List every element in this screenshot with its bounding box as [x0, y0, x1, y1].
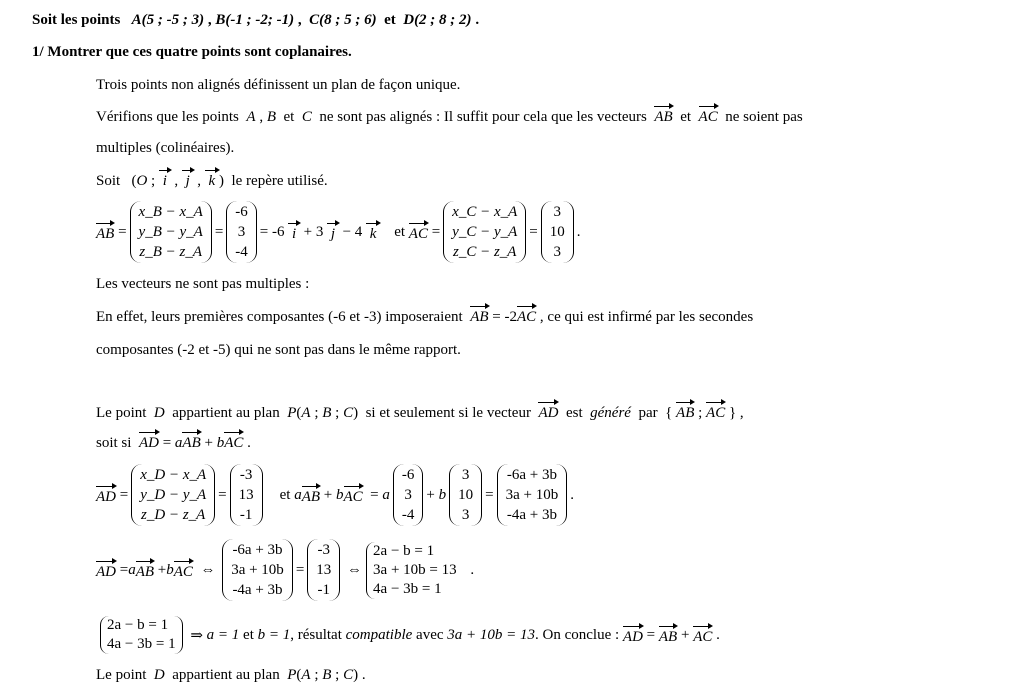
paragraph-7: composantes (-2 et -5) qui ne sont pas dans le même rapport.	[96, 342, 461, 358]
paragraph-4: Soit (O ; i , j , k ) le repère utilisé.	[96, 170, 328, 191]
equation-ab-ac: AB = x_B − x_A y_B − y_A z_B − z_A = -6 3 -4 = -6 i + 3 j − 4 k et AC = x_C − x_A y_C − y_A z_C − z_A = 3 10 3 .	[96, 201, 581, 263]
vector-k: k	[205, 170, 219, 189]
point-c: C(8 ; 5 ; 6)	[309, 12, 377, 28]
vector-ac: AC	[699, 106, 718, 125]
paragraph-3: multiples (colinéaires).	[96, 140, 235, 156]
statement: Soit les points A(5 ; -5 ; 3) , B(-1 ; -2; -1) , C(8 ; 5 ; 6) et D(2 ; 8 ; 2) .	[32, 12, 480, 28]
paragraph-2: Vérifions que les points A , B et C ne sont pas alignés : Il suffit pour cela que les vecteurs AB et AC ne soient pas	[96, 106, 803, 127]
point-d: D(2 ; 8 ; 2)	[403, 12, 472, 28]
paragraph-6: En effet, leurs premières composantes (-6 et -3) imposeraient AB = -2AC , ce qui est infirmé par les secondes	[96, 306, 753, 327]
point-b: B(-1 ; -2; -1)	[215, 12, 295, 28]
paragraph-9: soit si AD = aAB + bAC .	[96, 432, 251, 453]
paragraph-1: Trois points non alignés définissent un plan de façon unique.	[96, 77, 461, 93]
equation-solution: 2a − b = 1 4a − 3b = 1 ⇒ a = 1 et b = 1 , résultat compatible avec 3a + 10b = 13 . On conclue : AD = AB + AC .	[96, 613, 720, 657]
paragraph-10: Le point D appartient au plan P(A ; B ; C) .	[96, 667, 366, 683]
system-2: 2a − b = 1 4a − 3b = 1	[100, 616, 183, 654]
paragraph-5: Les vecteurs ne sont pas multiples :	[96, 276, 310, 292]
vector-j: j	[182, 170, 194, 189]
equation-ad: AD = x_D − x_A y_D − y_A z_D − z_A = -3 13 -1 et a AB + b AC = a -6 3 -4 + b 3 10 3 = -6a + 3b 3a + 10b -4a + 3b .	[96, 464, 574, 526]
paragraph-8: Le point D appartient au plan P(A ; B ; C) si et seulement si le vecteur AD est généré par { AB ; AC } ,	[96, 402, 744, 423]
vector-i: i	[159, 170, 171, 189]
equation-system: AD = a AB + b AC ⇔ -6a + 3b 3a + 10b -4a + 3b = -3 13 -1 ⇔ 2a − b = 1 3a + 10b = 13 4a − 3b = 1 .	[96, 539, 474, 601]
point-a: A(5 ; -5 ; 3)	[131, 12, 205, 28]
question-1-title: 1/ Montrer que ces quatre points sont coplanaires.	[32, 44, 352, 60]
vector-ab: AB	[654, 106, 672, 125]
system-3: 2a − b = 1 3a + 10b = 13 4a − 3b = 1	[366, 542, 463, 599]
